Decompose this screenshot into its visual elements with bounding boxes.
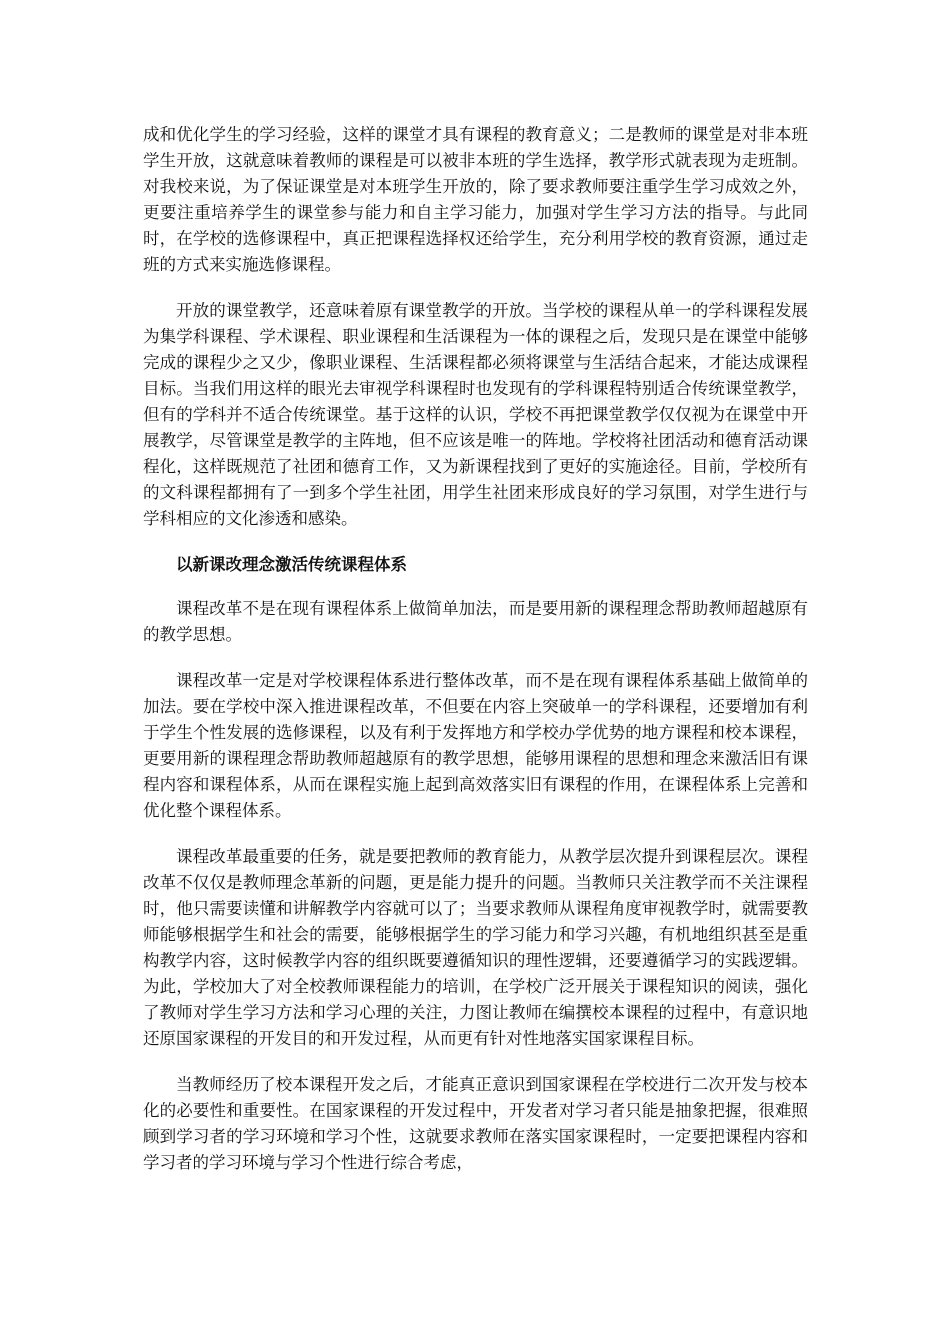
paragraph-continued: 成和优化学生的学习经验，这样的课堂才具有课程的教育意义；二是教师的课堂是对非本班学生开放，这就意味着教师的课程是可以被非本班的学生选择，教学形式就表现为走班制。对我校来说，为了保证课堂是对本班学生开放的，除了要求教师要注重学生学习成效之外，更要注重培养学生的课堂参与能力和自主学习能力，加强对学生学习方法的指导。与此同时，在学校的选修课程中，真正把课程选择权还给学生，充分利用学校的教育资源，通过走班的方式来实施选修课程。 xyxy=(143,125,808,274)
paragraph-open-classroom: 开放的课堂教学，还意味着原有课堂教学的开放。当学校的课程从单一的学科课程发展为集学科课程、学术课程、职业课程和生活课程为一体的课程之后，发现只是在课堂中能够完成的课程少之又少，像职业课程、生活课程都必须将课堂与生活结合起来，才能达成课程目标。当我们用这样的眼光去审视学科课程时也发现有的学科课程特别适合传统课堂教学，但有的学科并不适合传统课堂。基于这样的认识，学校不再把课堂教学仅仅视为在课堂中开展教学，尽管课堂是教学的主阵地，但不应该是唯一的阵地。学校将社团活动和德育活动课程化，这样既规范了社团和德育工作，又为新课程找到了更好的实施途径。目前，学校所有的文科课程都拥有了一到多个学生社团，用学生社团来形成良好的学习氛围，对学生进行与学科相应的文化渗透和感染。 xyxy=(143,301,808,528)
document-page xyxy=(143,122,808,1196)
paragraph-reform-overall: 课程改革一定是对学校课程体系进行整体改革，而不是在现有课程体系基础上做简单的加法。要在学校中深入推进课程改革，不但要在内容上突破单一的学科课程，还要增加有利于学生个性发展的选修课程，以及有利于发挥地方和学校办学优势的地方课程和校本课程，更要用新的课程理念帮助教师超越原有的教学思想，能够用课程的思想和理念来激活旧有课程内容和课程体系，从而在课程实施上起到高效落实旧有课程的作用，在课程体系上完善和优化整个课程体系。 xyxy=(143,671,808,820)
paragraph-reform-task: 课程改革最重要的任务，就是要把教师的教育能力，从教学层次提升到课程层次。课程改革不仅仅是教师理念革新的问题，更是能力提升的问题。当教师只关注教学而不关注课程时，他只需要读懂和讲解教学内容就可以了；当要求教师从课程角度审视教学时，就需要教师能够根据学生和社会的需要，能够根据学生的学习能力和学习兴趣，有机地组织甚至是重构教学内容，这时候教学内容的组织既要遵循知识的理性逻辑，还要遵循学习的实践逻辑。为此，学校加大了对全校教师课程能力的培训，在学校广泛开展关于课程知识的阅读，强化了教师对学生学习方法和学习心理的关注，力图让教师在编撰校本课程的过程中，有意识地还原国家课程的开发目的和开发过程，从而更有针对性地落实国家课程目标。 xyxy=(143,847,808,1048)
section-heading: 以新课改理念激活传统课程体系 xyxy=(176,555,407,574)
paragraph-reform-intro: 课程改革不是在现有课程体系上做简单加法，而是要用新的课程理念帮助教师超越原有的教学思想。 xyxy=(143,599,808,644)
paragraph-school-curriculum: 当教师经历了校本课程开发之后，才能真正意识到国家课程在学校进行二次开发与校本化的必要性和重要性。在国家课程的开发过程中，开发者对学习者只能是抽象把握，很难照顾到学习者的学习环境和学习个性，这就要求教师在落实国家课程时，一定要把课程内容和学习者的学习环境与学习个性进行综合考虑， xyxy=(143,1075,808,1172)
